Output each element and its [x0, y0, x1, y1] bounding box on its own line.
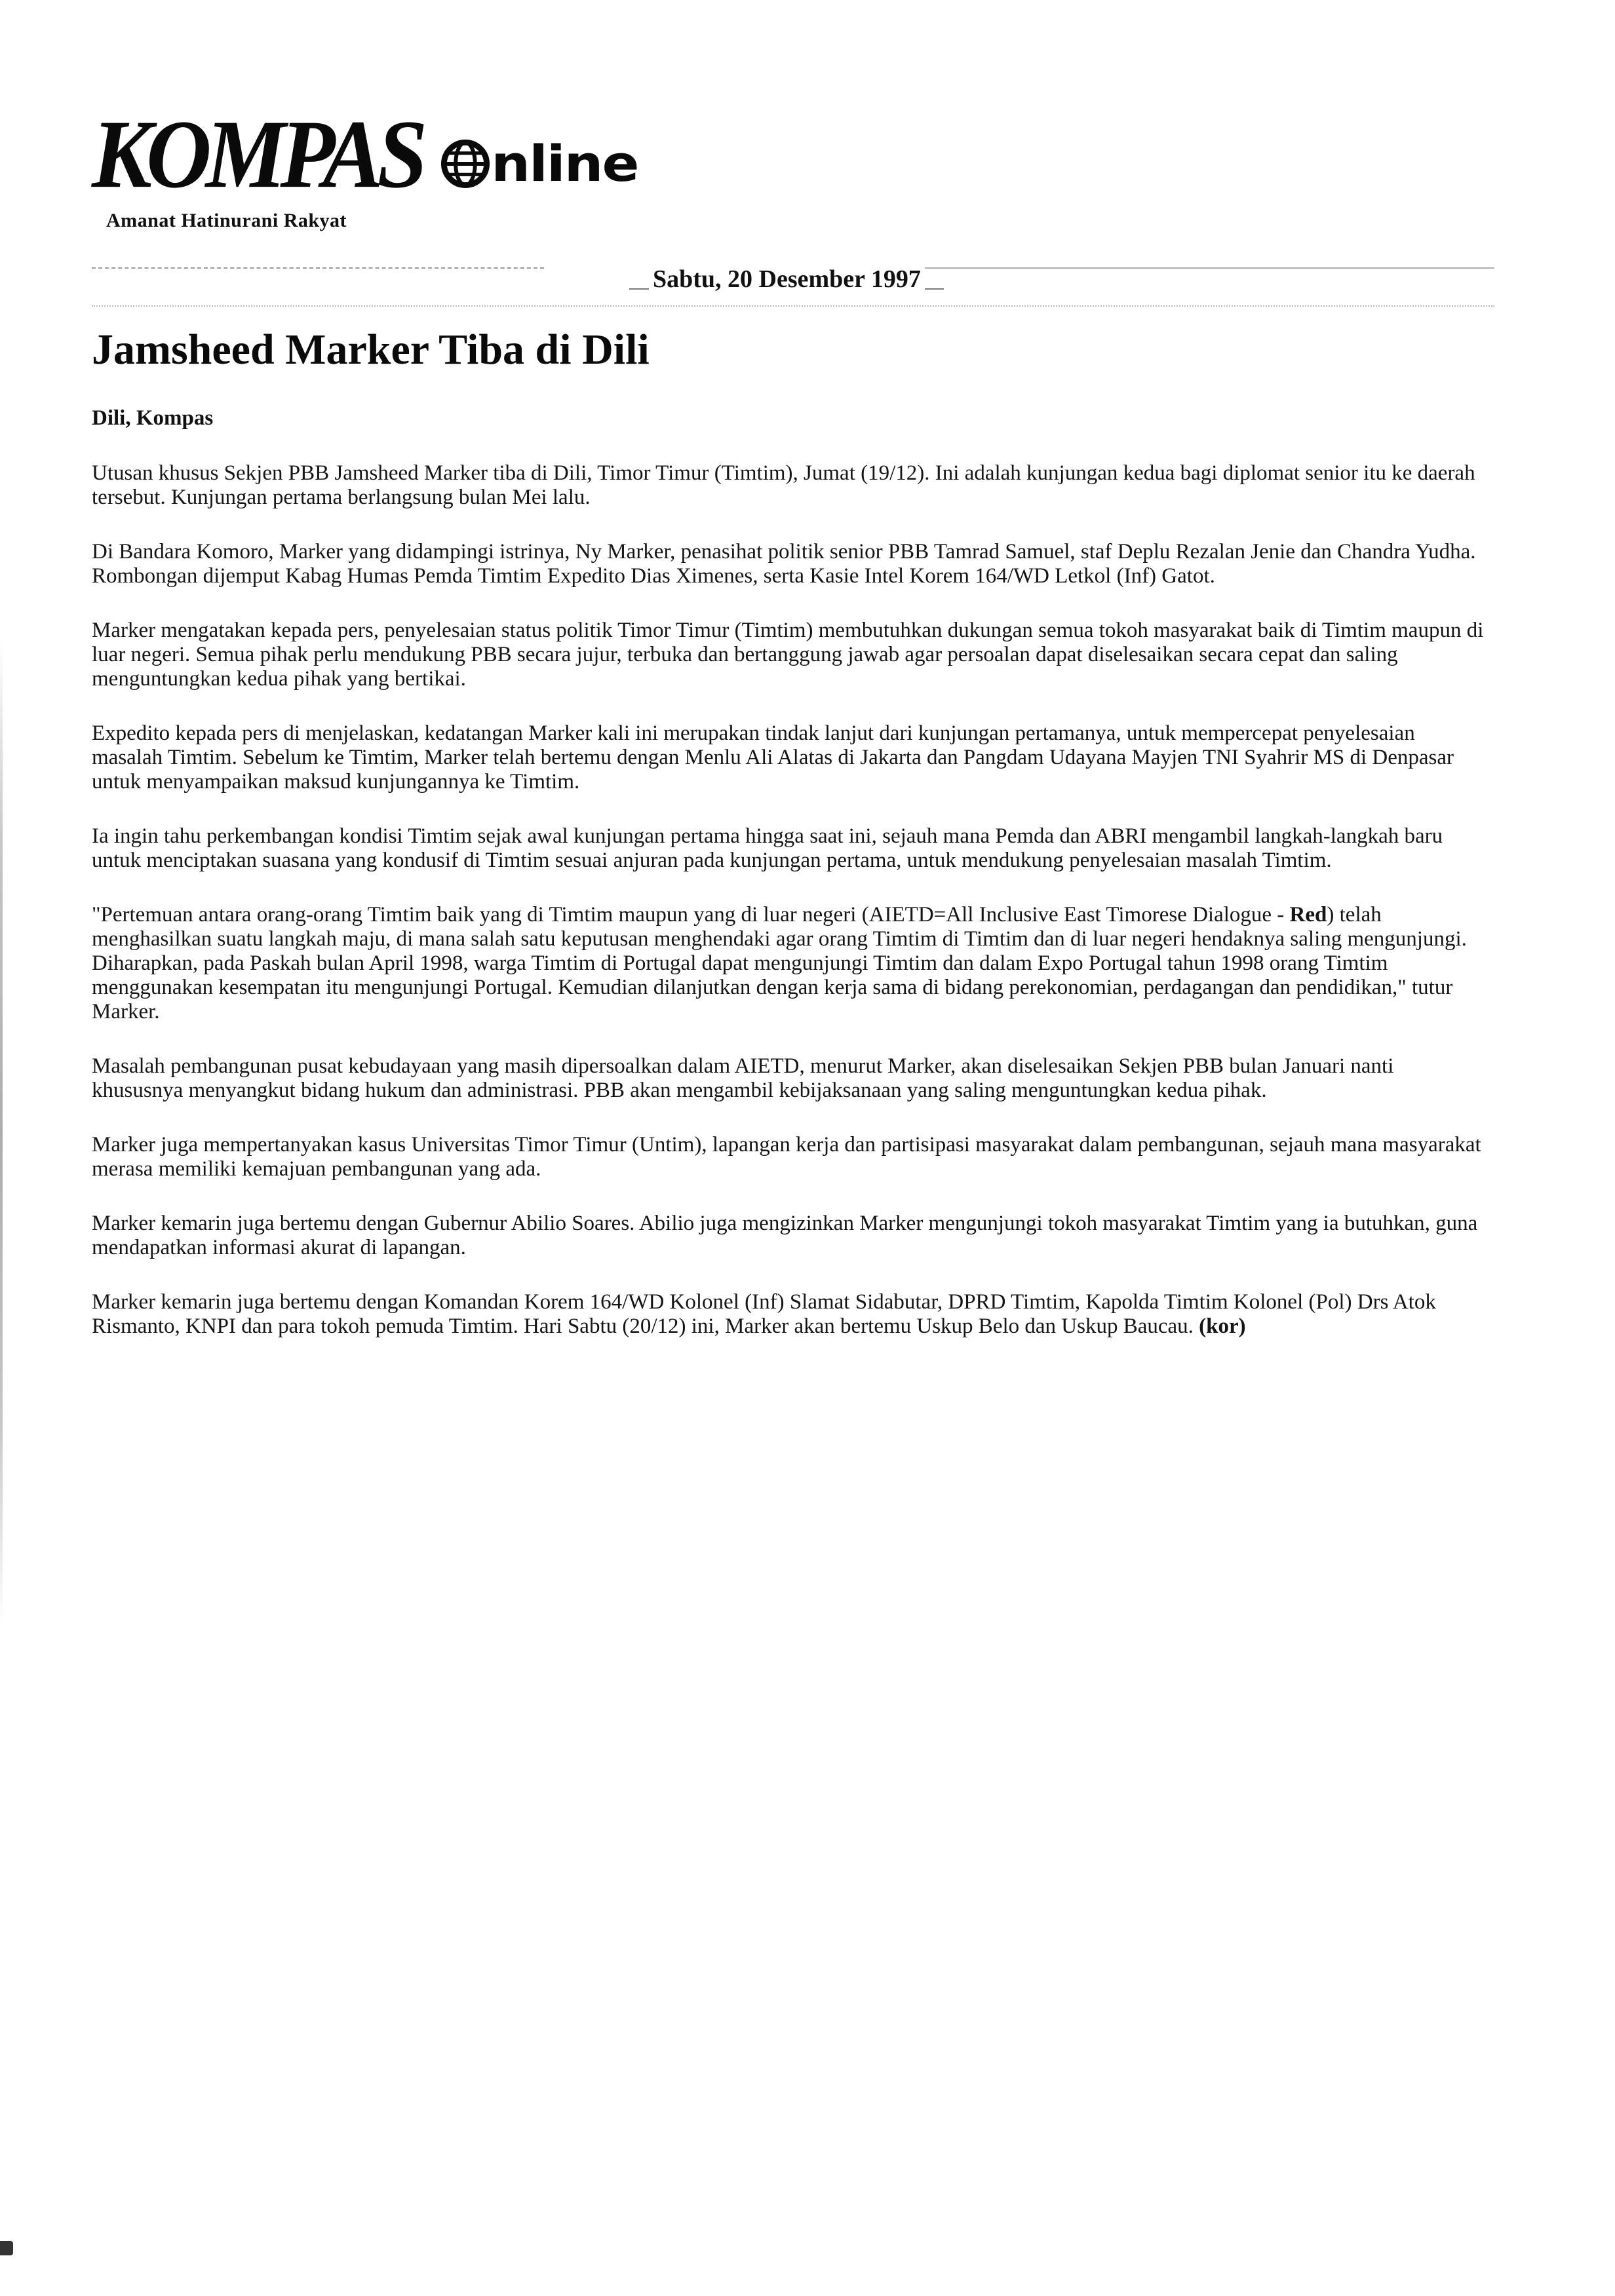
masthead — [92, 100, 747, 242]
masthead-tagline: Amanat Hatinurani Rakyat — [106, 210, 347, 231]
article-paragraph: Masalah pembangunan pusat kebudayaan yang masih dipersoalkan dalam AIETD, menurut Marker, akan diselesaikan Sekjen PBB bulan Januari nanti khususnya menyangkut bidang hukum dan administrasi. PBB akan mengambil kebijaksanaan yang saling menguntungkan kedua pihak. — [92, 1054, 1394, 1102]
logo-brand: KOMPAS — [92, 100, 422, 208]
scan-dot-artifact — [0, 2241, 13, 2255]
divider — [92, 305, 1494, 307]
globe-icon — [441, 140, 490, 188]
author-credit: (kor) — [1199, 1314, 1246, 1338]
logo-online-text: nline — [491, 134, 638, 193]
article-paragraph: Marker kemarin juga bertemu dengan Gubernur Abilio Soares. Abilio juga mengizinkan Marker mengunjungi tokoh masyarakat Timtim yang ia butuhkan, guna mendapatkan informasi akurat di lapangan. — [92, 1212, 1478, 1259]
article-paragraph: Utusan khusus Sekjen PBB Jamsheed Marker tiba di Dili, Timor Timur (Timtim), Jumat (19/12). Ini adalah kunjungan kedua bagi diplomat senior itu ke daerah tersebut. Kunjungan pertama berlangsung bulan Mei lalu. — [92, 461, 1475, 509]
article-paragraph-closing — [92, 1290, 1488, 1339]
closing-text: Marker kemarin juga bertemu dengan Komandan Korem 164/WD Kolonel (Inf) Slamat Sidabutar, DPRD Timtim, Kapolda Timtim Kolonel (Pol) Drs Atok Rismanto, KNPI dan para tokoh pemuda Timtim. Hari Sabtu (20/12) ini, Marker akan bertemu Uskup Belo dan Uskup Baucau. — [92, 1290, 1436, 1338]
logo-online — [441, 136, 638, 191]
article-byline: Dili, Kompas — [92, 406, 214, 430]
article-paragraph: Marker juga mempertanyakan kasus Universitas Timor Timur (Untim), lapangan kerja dan partisipasi masyarakat dalam pembangunan, sejauh mana masyarakat merasa memiliki kemajuan pembangunan yang ada. — [92, 1133, 1481, 1181]
logo — [92, 100, 747, 208]
quote-text-end: ) telah menghasilkan suatu langkah maju, di mana salah satu keputusan menghendaki agar orang Timtim di Timtim dan di luar negeri hendaknya saling mengunjungi. Diharapkan, pada Paskah bulan April 1998, warga Timtim di Portugal dapat mengunjungi Timtim dan dalam Expo Portugal tahun 1998 orang Timtim menggunakan kesempatan itu mengunjungi Portugal. Kemudian dilanjutkan dengan kerja sama di bidang perekonomian, perdagangan dan pendidikan," tutur Marker. — [92, 903, 1467, 1024]
article-paragraph: Di Bandara Komoro, Marker yang didampingi istrinya, Ny Marker, penasihat politik senior PBB Tamrad Samuel, staf Deplu Rezalan Jenie dan Chandra Yudha. Rombongan dijemput Kabag Humas Pemda Timtim Expedito Dias Ximenes, serta Kasie Intel Korem 164/WD Letkol (Inf) Gatot. — [92, 540, 1476, 588]
divider — [92, 267, 544, 269]
quote-text-start: "Pertemuan antara orang-orang Timtim baik yang di Timtim maupun yang di luar negeri (AIETD=All Inclusive East Timorese Dialogue - — [92, 903, 1290, 927]
scan-edge-artifact — [0, 642, 3, 1625]
article-paragraph: Expedito kepada pers di menjelaskan, kedatangan Marker kali ini merupakan tindak lanjut dari kunjungan pertamanya, untuk mempercepat penyelesaian masalah Timtim. Sebelum ke Timtim, Marker telah bertemu dengan Menlu Ali Alatas di Jakarta dan Pangdam Udayana Mayjen TNI Syahrir MS di Denpasar untuk menyampaikan maksud kunjungannya ke Timtim. — [92, 721, 1454, 794]
article-paragraph: Marker mengatakan kepada pers, penyelesaian status politik Timor Timur (Timtim) membutuhkan dukungan semua tokoh masyarakat baik di Timtim maupun di luar negeri. Semua pihak perlu mendukung PBB secara jujur, terbuka dan bertanggung jawab agar persoalan dapat diselesaikan secara cepat dan saling menguntungkan kedua pihak yang bertikai. — [92, 619, 1484, 691]
article-headline: Jamsheed Marker Tiba di Dili — [92, 326, 650, 373]
publication-date: Sabtu, 20 Desember 1997 — [649, 265, 925, 294]
article-body — [92, 461, 1488, 1369]
article-paragraph-quote — [92, 903, 1488, 1024]
quote-editor-note: Red — [1289, 903, 1327, 927]
article-paragraph: Ia ingin tahu perkembangan kondisi Timtim sejak awal kunjungan pertama hingga saat ini, sejauh mana Pemda dan ABRI mengambil langkah-langkah baru untuk menciptakan suasana yang kondusif di Timtim sesuai anjuran pada kunjungan pertama, untuk mendukung penyelesaian masalah Timtim. — [92, 824, 1443, 872]
